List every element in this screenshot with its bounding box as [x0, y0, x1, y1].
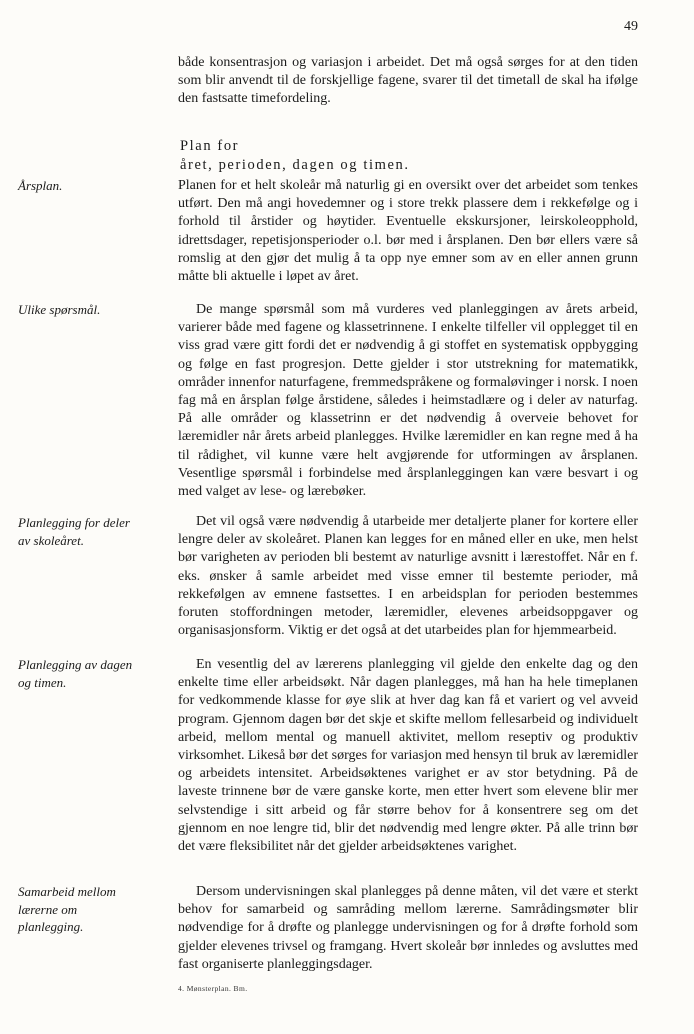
paragraph-text: En vesentlig del av lærerens planlegging vil gjelde den enkelte dag og den enkelte time eller arbeidsøkt. Når dagen planlegges, må han ha hele timeplanen for vedkommende klasse for øye slik at hver dag kan få et variert og vel avveid program. Gjennom dagen bør det skje et skifte mellom fellesarbeid og individuelt arbeid, mellom mental og manuell aktivitet, mellom reseptiv og produktiv virksomhet. Likeså bør det sørges for variasjon med hensyn til bruk av læremidler og arbeidets intensitet. Arbeidsøktenes varighet er av stor betydning. På de laveste trinnene bør de være ganske korte, men etter hvert som elevene blir mer selvstendige i sitt arbeid og får større behov for å konsentrere seg om det gjennom en noe lengre tid, blir det nødvendig med lengre økter. På alle trinn bør det være fleksibilitet når det gjelder arbeidsøktenes varighet.	[178, 657, 638, 855]
margin-note-line: planlegging.	[18, 919, 84, 934]
section-heading	[180, 137, 620, 175]
margin-note-samarbeid	[18, 883, 168, 936]
intro-paragraph	[178, 54, 638, 109]
paragraph-arsplan	[178, 177, 638, 286]
paragraph-planlegging-deler	[178, 513, 638, 640]
intro-text: både konsentrasjon og variasjon i arbeidet. Det må også sørges for at den tiden som blir anvendt til de forskjellige fagene, svarer til det timetall de skal ha ifølge den fastsatte timefordeling.	[178, 55, 638, 107]
heading-line-1: Plan for	[180, 138, 240, 154]
paragraph-samarbeid	[178, 883, 638, 974]
margin-note-line: Samarbeid mellom	[18, 884, 116, 899]
margin-note-line: og timen.	[18, 674, 67, 690]
paragraph-text: Det vil også være nødvendig å utarbeide mer detaljerte planer for kortere eller lengre deler av skoleåret. Planen kan legges for en måned eller en uke, men helst bør varigheten av perioden bli bestemt av naturlige avsnitt i lærestoffet. Når en f. eks. ønsker å samle arbeidet med visse emner til bestemte perioder, må rekkefølgen av emnene fastsettes. I en arbeidsplan for perioden bestemmes foruten stoffordningen metoder, læremidler, elevenes arbeidsoppgaver og organisasjonsform. Viktig er det også at det utarbeides plan for hjemmearbeid.	[178, 514, 638, 639]
margin-note-line: Planlegging for deler	[18, 515, 130, 530]
page-number: 49	[624, 19, 638, 34]
margin-note-line: Planlegging av dagen	[18, 657, 133, 672]
heading-line-2: året, perioden, dagen og timen.	[180, 157, 410, 173]
margin-note-text: Ulike spørsmål.	[18, 302, 101, 317]
paragraph-text: Dersom undervisningen skal planlegges på denne måten, vil det være et sterkt behov for samarbeid og samråding mellom lærerne. Samrådingsmøter blir nødvendige for å drøfte og planlegge undervisningen og for å drøfte forhold som gjelder elevenes trivsel og framgang. Hvert skoleår bør innledes og avsluttes med fast organiserte planleggingsdager.	[178, 884, 638, 972]
printer-signature: 4. Mønsterplan. Bm.	[178, 984, 248, 993]
paragraph-text: De mange spørsmål som må vurderes ved planleggingen av årets arbeid, varierer både med fagene og klassetrinnene. I enkelte tilfeller vil opplegget til en viss grad være gitt fordi det er nødvendig å gi stoffet en systematisk oppbygging og følge en fast progresjon. Dette gjelder i stor utstrekning for matematikk, områder innenfor naturfagene, fremmedspråkene og formaløvinger i norsk. I noen fag må en årsplan følge årstidene, således i heimstadlære og i deler av naturfag. På alle områder og klassetrinn er det nødvendig å overveie behovet for læremidler når årets arbeid planlegges. Hvilke læremidler en kan regne med å ha til rådighet, vil kunne være helt avgjørende for utformingen av årsplanen. Vesentlige spørsmål i forbindelse med årsplanleggingen kan være besvart i og med valget av lese- og lærebøker.	[178, 302, 638, 500]
margin-note-ulike-sporsmal	[18, 301, 168, 319]
margin-note-planlegging-dagen	[18, 656, 168, 691]
margin-note-line: lærerne om	[18, 901, 78, 917]
paragraph-ulike-sporsmal	[178, 301, 638, 501]
paragraph-text: Planen for et helt skoleår må naturlig gi en oversikt over det arbeidet som tenkes utført. Den må angi hovedemner og i store trekk plassere dem i rekkefølge og i forhold til årstider og høytider. Eventuelle ekskursjoner, leirskoleopphold, idrettsdager, repetisjonsperioder o.l. bør med i årsplanen. Den bør ellers være så romslig at den gjør det mulig å ta opp nye emner som av en eller annen grunn måtte bli aktuelle i løpet av året.	[178, 178, 638, 285]
margin-note-planlegging-deler	[18, 514, 168, 549]
margin-note-arsplan	[18, 177, 168, 195]
margin-note-line: av skoleåret.	[18, 532, 84, 548]
margin-note-text: Årsplan.	[18, 178, 63, 193]
paragraph-planlegging-dagen	[178, 656, 638, 856]
